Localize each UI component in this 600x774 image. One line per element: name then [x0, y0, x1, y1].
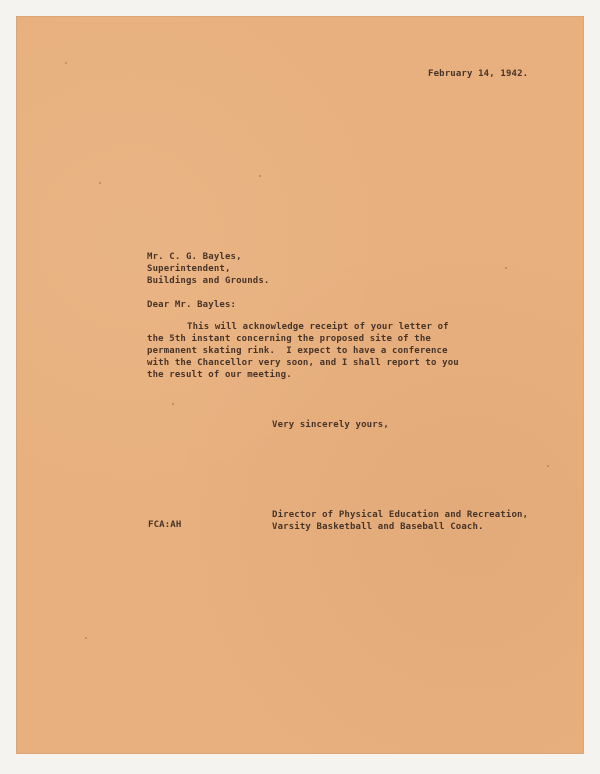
body-line-1: This will acknowledge receipt of your letter of	[187, 322, 449, 332]
paper-speck	[259, 175, 261, 177]
address-line-1: Mr. C. G. Bayles,	[147, 252, 242, 262]
address-line-2: Superintendent,	[147, 264, 231, 274]
paper-speck	[85, 637, 87, 639]
paper-speck	[65, 62, 67, 64]
signature-title-line-1: Director of Physical Education and Recreation,	[272, 510, 529, 520]
paper-speck	[547, 465, 549, 467]
letter-date: February 14, 1942.	[428, 69, 529, 79]
signature-title-line-2: Varsity Basketball and Baseball Coach.	[272, 522, 484, 532]
body-line-4: with the Chancellor very soon, and I shall report to you	[147, 358, 459, 368]
reference-initials: FCA:AH	[148, 520, 182, 530]
paper-speck	[172, 403, 174, 405]
paper-speck	[505, 267, 507, 269]
letter-page	[17, 17, 583, 753]
address-line-3: Buildings and Grounds.	[147, 276, 270, 286]
body-line-5: the result of our meeting.	[147, 370, 292, 380]
body-line-2: the 5th instant concerning the proposed site of the	[147, 334, 431, 344]
closing: Very sincerely yours,	[272, 420, 389, 430]
paper-speck	[99, 182, 101, 184]
salutation: Dear Mr. Bayles:	[147, 300, 237, 310]
body-line-3: permanent skating rink. I expect to have a conference	[147, 346, 448, 356]
